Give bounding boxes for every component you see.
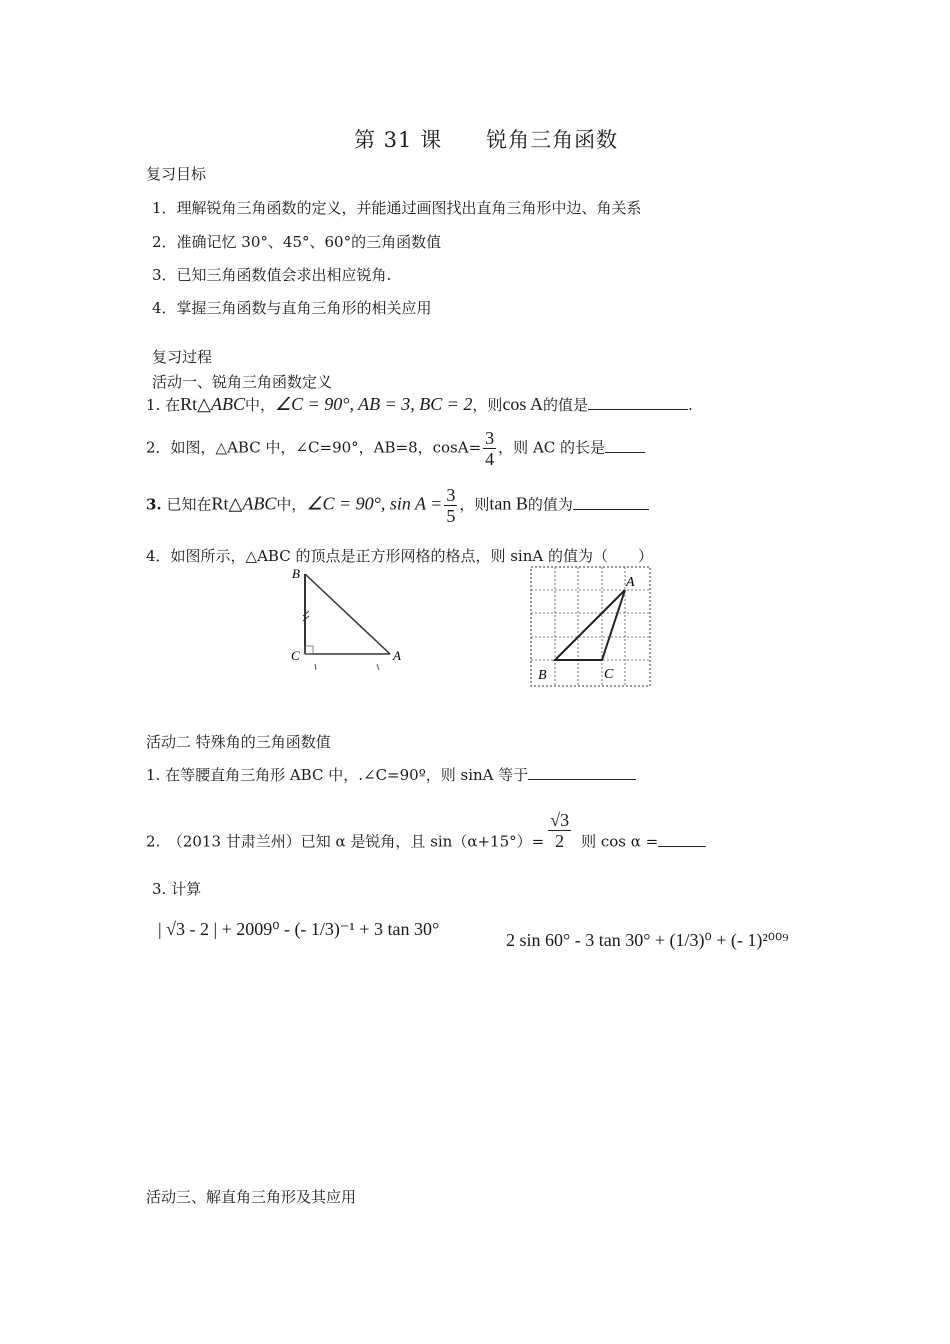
- goal-item-4: 4．掌握三角函数与直角三角形的相关应用: [152, 299, 432, 317]
- activity2-heading: 活动二 特殊角的三角函数值: [146, 733, 331, 751]
- grid-label-b: B: [538, 668, 547, 683]
- q2-fraction: [483, 428, 496, 469]
- label-a: A: [393, 648, 401, 663]
- goal-item-1: 1．理解锐角三角函数的定义，并能通过画图找出直角三角形中边、角关系: [152, 199, 642, 217]
- q3-prefix: 3.: [146, 495, 162, 514]
- q1-prefix: 1. 在: [146, 396, 181, 414]
- activity2-question-2: [146, 810, 706, 863]
- goal-item-3: 3．已知三角函数值会求出相应锐角.: [152, 266, 392, 284]
- right-angle-mark: [305, 646, 313, 654]
- triangle-side-ab: [305, 574, 390, 654]
- q1-answer-blank[interactable]: [588, 395, 688, 410]
- q3-tail: 的值为: [527, 495, 573, 514]
- grid-triangle-figure: [530, 566, 652, 688]
- q3-answer-blank[interactable]: [573, 495, 649, 510]
- label-b: B: [292, 566, 300, 581]
- a2-q2-answer-blank[interactable]: [658, 832, 706, 847]
- q1-rt: Rt△: [180, 394, 211, 414]
- q3-fraction: [444, 485, 457, 526]
- right-triangle-figure: [285, 562, 425, 674]
- q3-then: ，则: [459, 495, 490, 514]
- a2-q1-answer-blank[interactable]: [528, 765, 636, 780]
- q3-mid: 中，: [276, 495, 307, 514]
- q2-answer-blank[interactable]: [605, 438, 645, 453]
- q3-abc: ABC: [242, 493, 277, 514]
- q1-function: cos A: [502, 394, 543, 414]
- a2-q2-denominator: 2: [555, 831, 565, 851]
- activity1-heading: 活动一、锐角三角函数定义: [152, 373, 333, 391]
- q2-text: 2．如图，△ABC 中，∠C=90°，AB=8，cosA=: [146, 438, 482, 457]
- q1-end: .: [687, 396, 693, 414]
- q3-rt: Rt△: [211, 493, 243, 514]
- q2-denominator: 4: [485, 449, 495, 469]
- goal-item-2: 2．准确记忆 30°、45°、60°的三角函数值: [152, 233, 442, 251]
- a2-q2-tail: 则 cos α =: [581, 832, 659, 851]
- activity2-question-3-heading: 3. 计算: [152, 880, 202, 898]
- label-c: C: [291, 648, 300, 663]
- q1-abc: ABC: [210, 394, 245, 414]
- q1-condition: ∠C = 90°, AB = 3, BC = 2: [274, 394, 473, 414]
- q1-tail: 的值是: [542, 396, 588, 414]
- review-goals-heading: 复习目标: [146, 165, 207, 183]
- q2-numerator: 3: [485, 428, 495, 448]
- q1-then: ，则: [472, 396, 503, 414]
- a2-q2-fraction: [548, 810, 571, 851]
- a2-q1-text: 1. 在等腰直角三角形 ABC 中，.∠C=90º，则 sinA 等于: [146, 766, 529, 784]
- q3-text: 已知在: [166, 495, 212, 514]
- q3-function: tan B: [489, 493, 528, 514]
- activity1-question-3: [146, 485, 649, 526]
- calc-expression-2: 2 sin 60° - 3 tan 30° + (1/3)⁰ + (- 1)²⁰⁰⁹: [506, 930, 789, 950]
- activity1-question-1: [146, 394, 693, 415]
- q1-mid: 中，: [244, 396, 275, 414]
- activity1-question-4: 4．如图所示，△ABC 的顶点是正方形网格的格点，则 sinA 的值为（ ）: [146, 547, 653, 565]
- grid-label-a: A: [626, 575, 635, 590]
- a2-q2-text: 2. （2013 甘肃兰州）已知 α 是锐角，且 sin（α+15°）=: [146, 832, 545, 851]
- activity1-question-2: [146, 428, 645, 469]
- calc-expression-1: | √3 - 2 | + 2009⁰ - (- 1/3)⁻¹ + 3 tan 30°: [158, 919, 440, 939]
- activity2-question-1: [146, 764, 636, 785]
- grid-label-c: C: [604, 667, 614, 682]
- a2-q2-numerator: √3: [550, 810, 570, 830]
- q3-denominator: 5: [446, 506, 456, 526]
- scan-artifact-marks: [315, 664, 379, 670]
- review-process-heading: 复习过程: [152, 348, 213, 366]
- activity3-heading: 活动三、解直角三角形及其应用: [146, 1188, 357, 1206]
- q3-numerator: 3: [446, 485, 456, 505]
- q3-condition: ∠C = 90°, sin A =: [306, 493, 443, 514]
- page-title: 第 31 课 锐角三角函数: [354, 128, 619, 152]
- q2-tail: ，则 AC 的长是: [498, 438, 606, 457]
- grid-triangle: [555, 590, 625, 660]
